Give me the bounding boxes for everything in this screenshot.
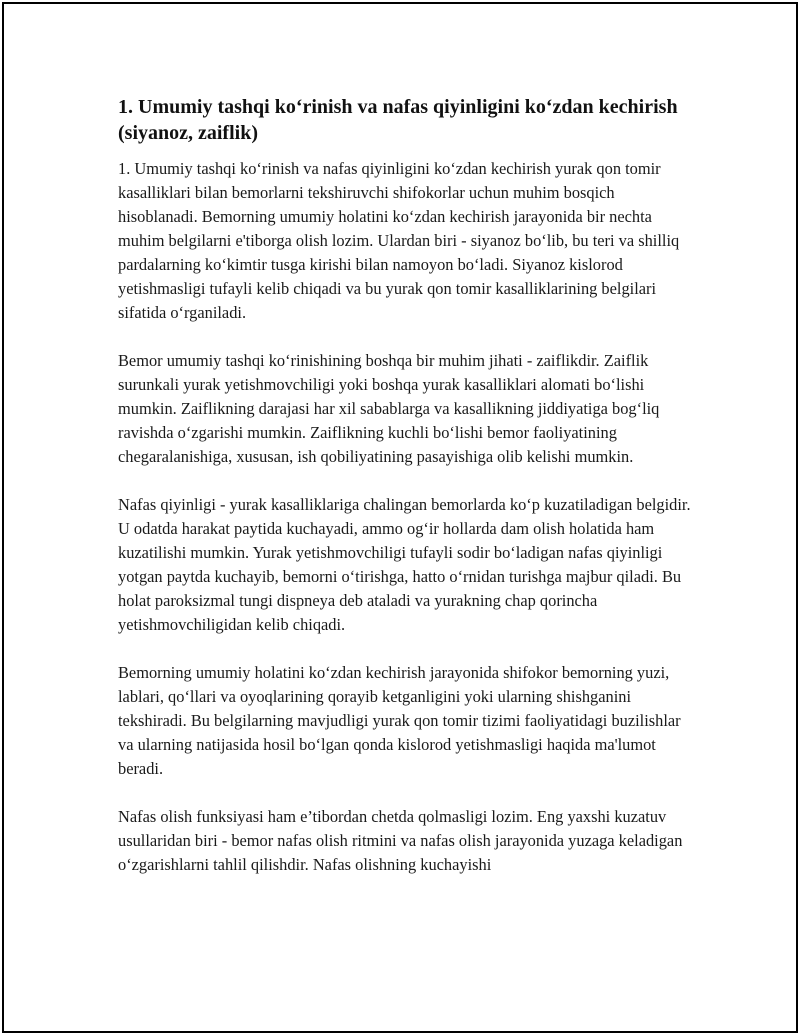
paragraph-weakness: Bemor umumiy tashqi koʻrinishining boshqa bir muhim jihati - zaiflikdir. Zaiflik surunkali yurak yetishmovchiligi yoki boshqa yurak kasalliklari alomati boʻlishi mumkin. Zaiflikning darajasi har xil sabablarga va kasallikning jiddiyatiga bogʻliq ravishda oʻzgarishi mumkin. Zaiflikning kuchli boʻlishi bemor faoliyatining chegaralanishiga, xususan, ish qobiliyatining pasayishiga olib kelishi mumkin. (118, 351, 660, 466)
paragraph-breathing: Nafas olish funksiyasi ham e’tibordan chetda qolmasligi lozim. Eng yaxshi kuzatuv usullaridan biri - bemor nafas olish ritmini va nafas olish jarayonida yuzaga keladigan oʻzgarishlarni tahlil qilishdir. Nafas olishning kuchayishi (118, 807, 683, 874)
document-body (118, 94, 693, 901)
section-heading: 1. Umumiy tashqi koʻrinish va nafas qiyinligini koʻzdan kechirish (siyanoz, zaiflik) (118, 96, 678, 144)
paragraph-dyspnea: Nafas qiyinligi - yurak kasalliklariga chalingan bemorlarda koʻp kuzatiladigan belgidir. U odatda harakat paytida kuchayadi, ammo ogʻir hollarda dam olish holatida ham kuzatilishi mumkin. Yurak yetishmovchiligi tufayli sodir boʻladigan nafas qiyinligi yotgan paytda kuchayib, bemorni oʻtirishga, hatto oʻrnidan turishga majbur qiladi. Bu holat paroksizmal tungi dispneya deb ataladi va yurakning chap qorincha yetishmovchiligidan kelib chiqadi. (118, 495, 691, 634)
paragraph-examination: Bemorning umumiy holatini koʻzdan kechirish jarayonida shifokor bemorning yuzi, lablari, qoʻllari va oyoqlarining qorayib ketganligini yoki ularning shishganini tekshiradi. Bu belgilarning mavjudligi yurak qon tomir tizimi faoliyatidagi buzilishlar va ularning natijasida hosil boʻlgan qonda kislorod yetishmasligi haqida ma'lumot beradi. (118, 663, 681, 778)
paragraph-intro: 1. Umumiy tashqi koʻrinish va nafas qiyinligini koʻzdan kechirish yurak qon tomir kasalliklari bilan bemorlarni tekshiruvchi shifokorlar uchun muhim bosqich hisoblanadi. Bemorning umumiy holatini koʻzdan kechirish jarayonida bir nechta muhim belgilarni e'tiborga olish lozim. Ulardan biri - siyanoz boʻlib, bu teri va shilliq pardalarning koʻkimtir tusga kirishi bilan namoyon boʻladi. Siyanoz kislorod yetishmasligi tufayli kelib chiqadi va bu yurak qon tomir kasalliklarining belgilari sifatida oʻrganiladi. (118, 159, 680, 322)
